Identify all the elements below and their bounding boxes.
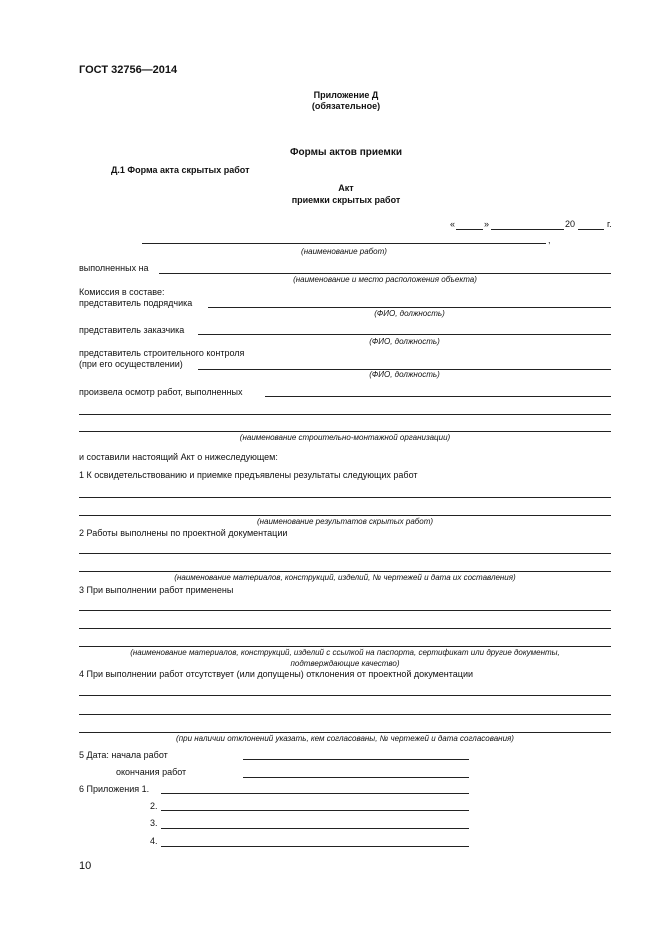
caption-object: (наименование и место расположения объекта) — [293, 275, 477, 284]
caption-work-name: (наименование работ) — [301, 247, 387, 256]
section-title: Формы актов приемки — [290, 147, 402, 158]
act-title: Акт — [338, 183, 354, 193]
label-item1: 1 К освидетельствованию и приемке предъявлены результаты следующих работ — [79, 470, 418, 480]
attachment4-field[interactable] — [161, 846, 469, 847]
date-day-field[interactable] — [456, 229, 483, 230]
end-date-field[interactable] — [243, 777, 469, 778]
label-performed-on: выполненных на — [79, 263, 149, 273]
caption-deviations: (при наличии отклонений указать, кем согласованы, № чертежей и дата согласования) — [176, 734, 514, 743]
label-item4: 4 При выполнении работ отсутствует (или допущены) отклонения от проектной документации — [79, 669, 474, 679]
appendix-type: (обязательное) — [311, 101, 381, 111]
caption-org: (наименование строительно-монтажной организации) — [239, 433, 451, 442]
label-item5-end: окончания работ — [116, 767, 187, 777]
item3-field-line1[interactable] — [79, 610, 611, 611]
label-item3: 3 При выполнении работ применены — [79, 585, 234, 595]
label-contractor-rep: представитель подрядчика — [79, 298, 193, 308]
caption-results: (наименование результатов скрытых работ) — [256, 517, 434, 526]
object-field[interactable] — [159, 273, 611, 274]
label-attachment4: 4. — [150, 836, 158, 846]
label-inspected: произвела осмотр работ, выполненных — [79, 387, 243, 397]
label-commission: Комиссия в составе: — [79, 287, 165, 297]
inspected-field-line2[interactable] — [79, 414, 611, 415]
caption-materials2-line2: подтверждающие качество) — [290, 659, 400, 668]
label-item6: 6 Приложения 1. — [79, 784, 150, 794]
customer-rep-field[interactable] — [198, 334, 611, 335]
work-name-field[interactable] — [142, 243, 546, 244]
label-if-exists: (при его осуществлении) — [79, 359, 183, 369]
label-attachment3: 3. — [150, 818, 158, 828]
item4-field-line2[interactable] — [79, 714, 611, 715]
standard-header: ГОСТ 32756—2014 — [79, 64, 178, 76]
item3-field-line2[interactable] — [79, 628, 611, 629]
caption-fio-contractor: (ФИО, должность) — [374, 309, 445, 318]
act-subtitle: приемки скрытых работ — [291, 195, 401, 205]
caption-materials: (наименование материалов, конструкций, изделий, № чертежей и дата их составления) — [174, 573, 516, 582]
date-year-prefix: 20 — [565, 219, 576, 229]
caption-fio-customer: (ФИО, должность) — [369, 337, 440, 346]
item4-field-line1[interactable] — [79, 695, 611, 696]
label-composed: и составили настоящий Акт о нижеследующем: — [79, 452, 278, 462]
label-item5-start: 5 Дата: начала работ — [79, 750, 168, 760]
label-construction-control: представитель строительного контроля — [79, 348, 245, 358]
date-open-quote: « — [450, 219, 456, 229]
item3-field-line3[interactable] — [79, 646, 611, 647]
caption-materials2-line1: (наименование материалов, конструкций, изделий с ссылкой на паспорта, сертификат или другие документы, — [130, 648, 560, 657]
inspected-field-line3[interactable] — [79, 431, 611, 432]
label-customer-rep: представитель заказчика — [79, 325, 185, 335]
inspected-field[interactable] — [265, 396, 611, 397]
start-date-field[interactable] — [243, 759, 469, 760]
attachment2-field[interactable] — [161, 810, 469, 811]
date-close-quote: » — [484, 219, 490, 229]
caption-fio-control: (ФИО, должность) — [369, 370, 440, 379]
appendix-title: Приложение Д — [313, 90, 379, 100]
item2-field-line1[interactable] — [79, 553, 611, 554]
item1-field-line2[interactable] — [79, 515, 611, 516]
subsection-title: Д.1 Форма акта скрытых работ — [111, 165, 250, 175]
date-suffix: г. — [607, 219, 612, 229]
attachment1-field[interactable] — [161, 793, 469, 794]
item2-field-line2[interactable] — [79, 571, 611, 572]
comma: , — [548, 235, 551, 245]
attachment3-field[interactable] — [161, 828, 469, 829]
date-year-field[interactable] — [578, 229, 604, 230]
page-number: 10 — [79, 860, 92, 872]
item4-field-line3[interactable] — [79, 732, 611, 733]
date-month-field[interactable] — [491, 229, 564, 230]
label-item2: 2 Работы выполнены по проектной документации — [79, 528, 288, 538]
item1-field-line1[interactable] — [79, 497, 611, 498]
label-attachment2: 2. — [150, 801, 158, 811]
contractor-rep-field[interactable] — [208, 307, 611, 308]
